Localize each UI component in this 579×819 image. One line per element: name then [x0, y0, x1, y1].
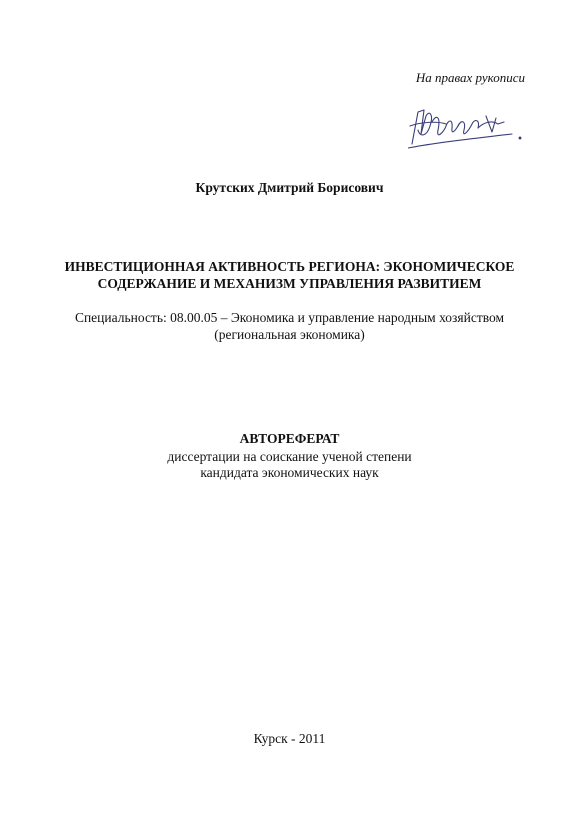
- abstract-heading: АВТОРЕФЕРАТ: [239, 431, 340, 446]
- handwritten-signature: [408, 104, 526, 150]
- specialty: [40, 309, 539, 343]
- author-name: Крутских Дмитрий Борисович: [195, 180, 384, 195]
- specialty-line: (региональная экономика): [214, 327, 365, 342]
- title-line: СОДЕРЖАНИЕ И МЕХАНИЗМ УПРАВЛЕНИЯ РАЗВИТИЕМ: [97, 276, 482, 291]
- specialty-line: Специальность: 08.00.05 – Экономика и управление народным хозяйством: [74, 310, 505, 325]
- abstract-line: диссертации на соискание ученой степени: [167, 449, 412, 464]
- dissertation-title: [50, 258, 529, 292]
- abstract-line: кандидата экономических наук: [200, 465, 379, 480]
- abstract-block: [0, 431, 579, 481]
- place-and-year: Курск - 2011: [253, 731, 326, 746]
- title-line: ИНВЕСТИЦИОННАЯ АКТИВНОСТЬ РЕГИОНА: ЭКОНОМИЧЕСКОЕ: [64, 259, 515, 274]
- rights-note: На правах рукописи: [415, 70, 525, 85]
